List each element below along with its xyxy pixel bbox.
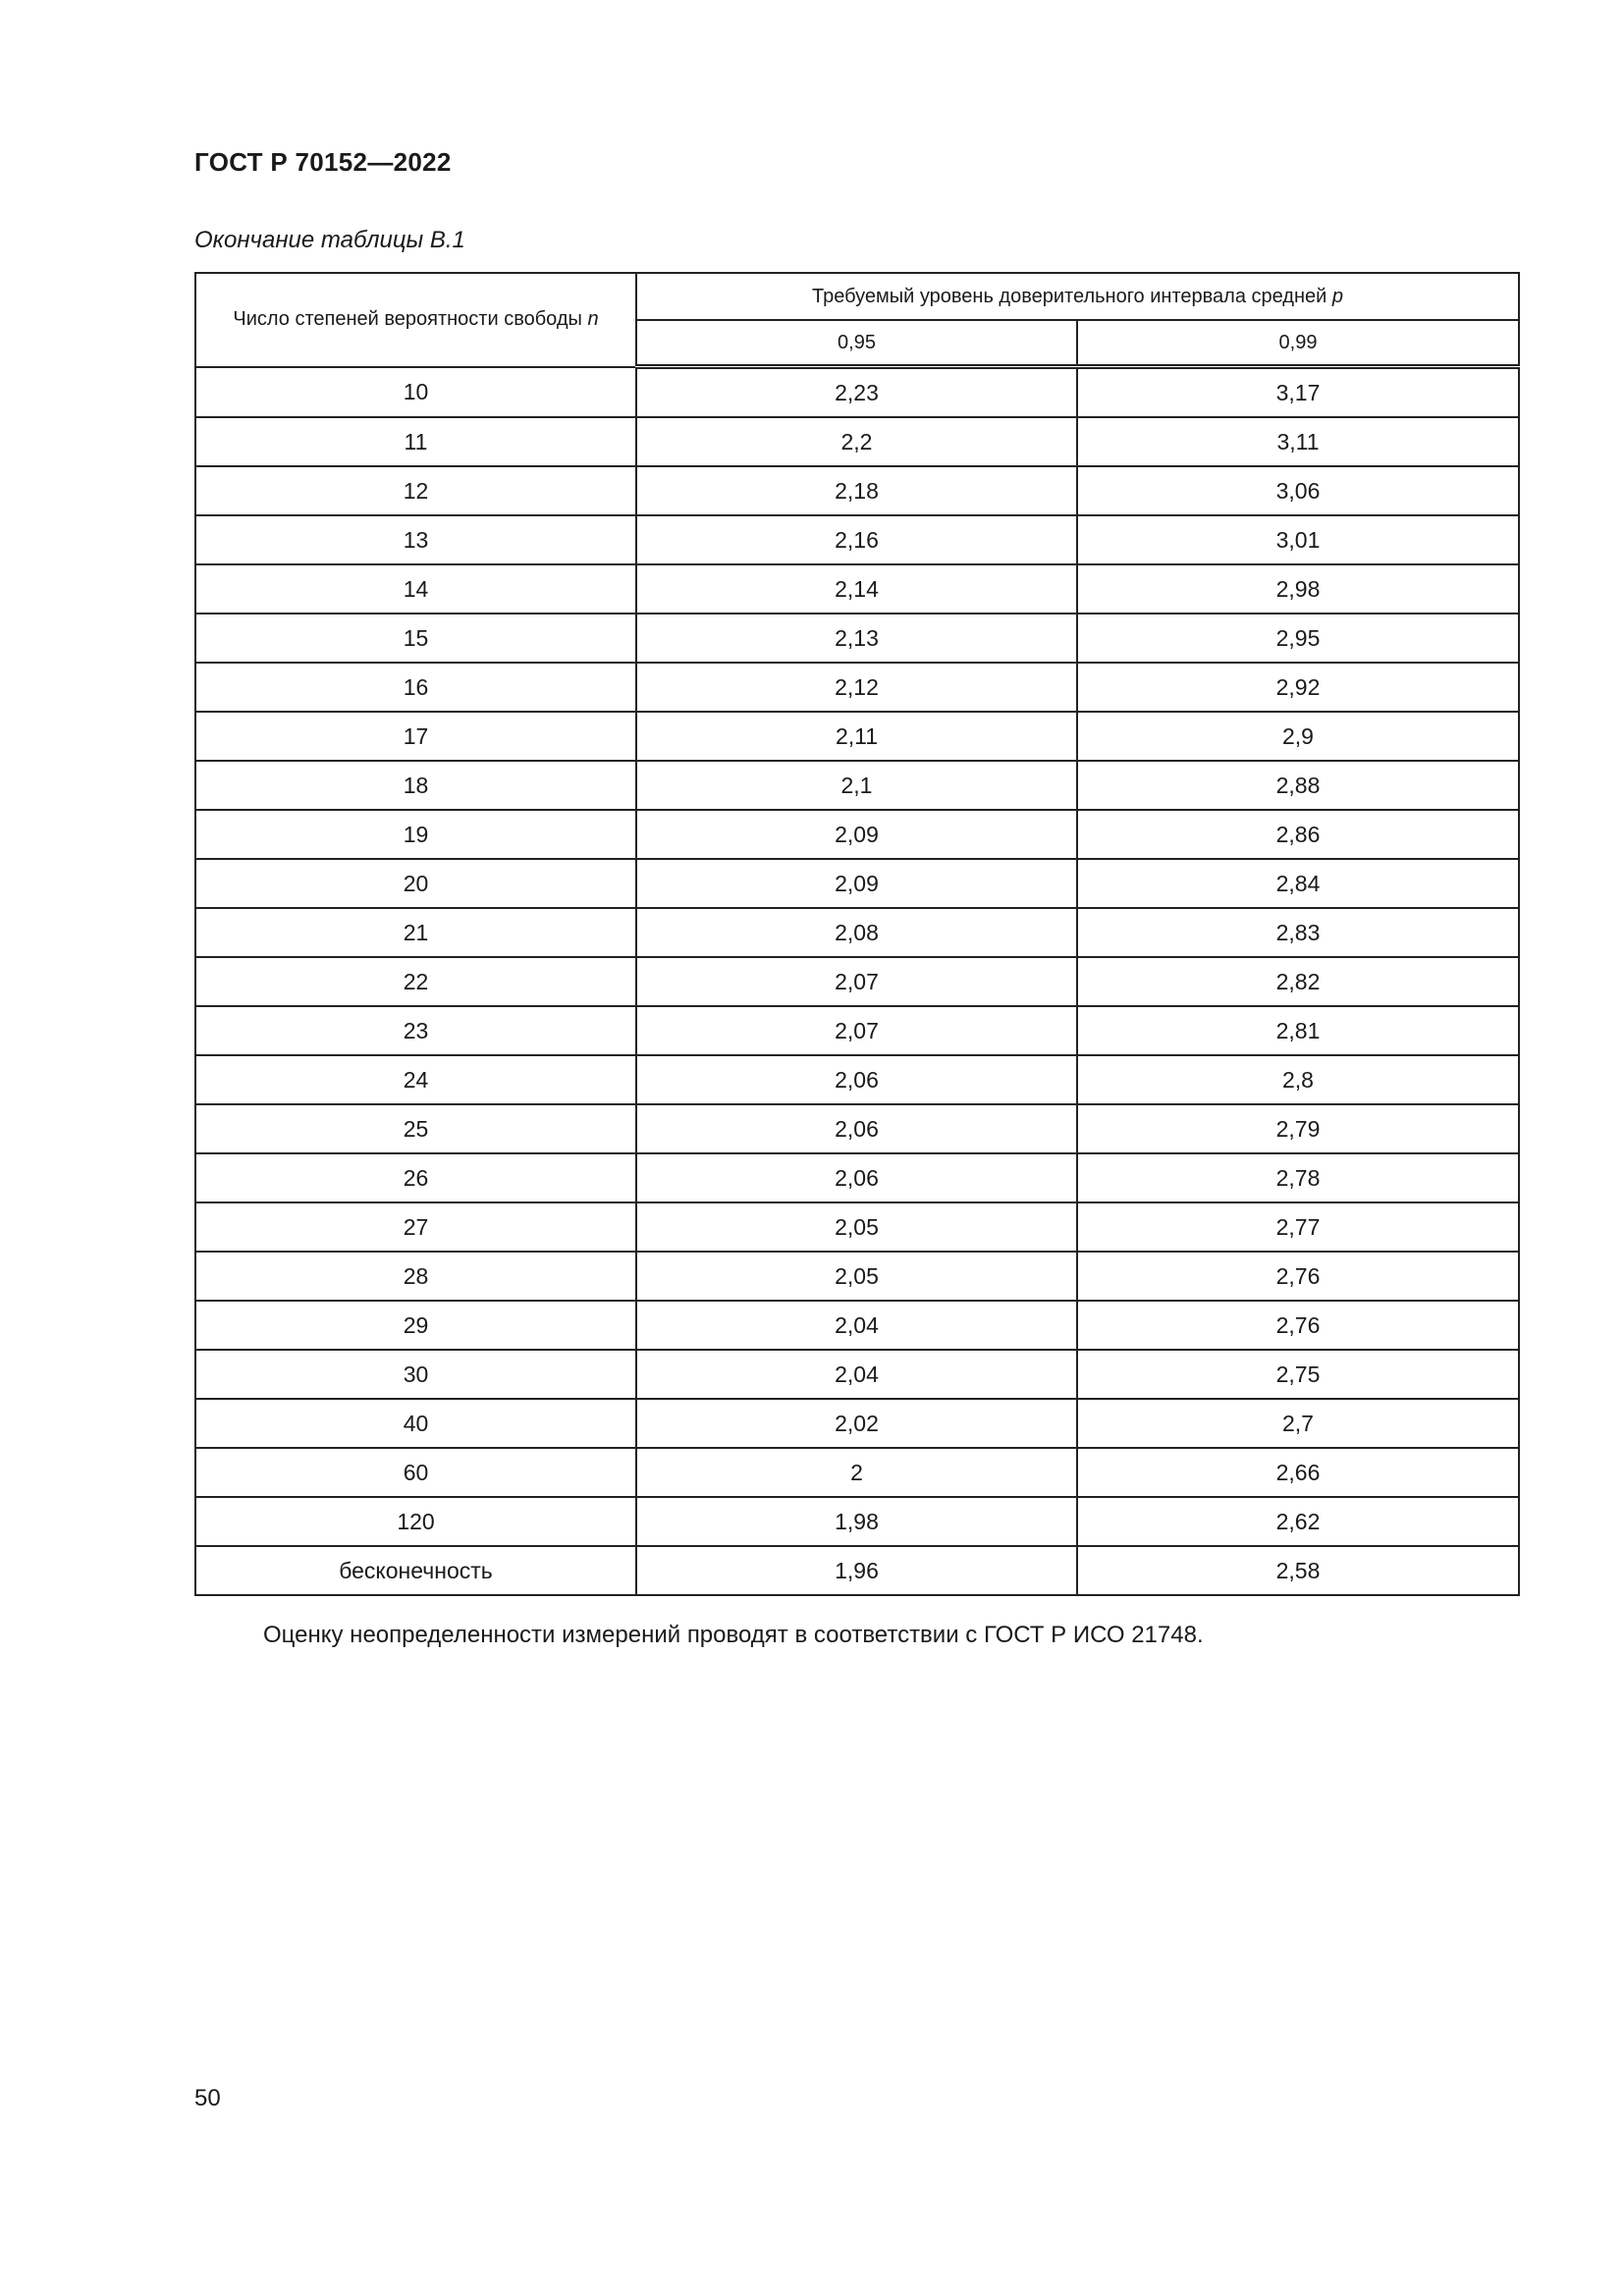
table-row — [195, 417, 1519, 466]
table-row — [195, 810, 1519, 859]
cell-value-095: 2,23 — [636, 367, 1077, 418]
cell-value-099: 2,81 — [1077, 1006, 1519, 1055]
cell-degrees-of-freedom: 30 — [195, 1350, 636, 1399]
column-header-099: 0,99 — [1077, 320, 1519, 367]
cell-value-099: 2,76 — [1077, 1252, 1519, 1301]
cell-value-095: 2,02 — [636, 1399, 1077, 1448]
cell-value-095: 2,09 — [636, 810, 1077, 859]
cell-degrees-of-freedom: 28 — [195, 1252, 636, 1301]
cell-value-099: 2,76 — [1077, 1301, 1519, 1350]
table-row — [195, 515, 1519, 564]
column-header-degrees-of-freedom — [195, 273, 636, 367]
table-row — [195, 1350, 1519, 1399]
cell-value-095: 2,12 — [636, 663, 1077, 712]
cell-value-095: 2,07 — [636, 957, 1077, 1006]
cell-degrees-of-freedom: 17 — [195, 712, 636, 761]
table-row — [195, 957, 1519, 1006]
cell-value-095: 2,06 — [636, 1153, 1077, 1202]
cell-value-095: 2,18 — [636, 466, 1077, 515]
column-header-095: 0,95 — [636, 320, 1077, 367]
cell-value-099: 2,62 — [1077, 1497, 1519, 1546]
table-row — [195, 564, 1519, 614]
table-body — [195, 367, 1519, 1596]
cell-value-095: 2,1 — [636, 761, 1077, 810]
cell-value-099: 2,8 — [1077, 1055, 1519, 1104]
table-row — [195, 1399, 1519, 1448]
cell-value-095: 2,13 — [636, 614, 1077, 663]
cell-value-099: 3,11 — [1077, 417, 1519, 466]
table-row — [195, 1301, 1519, 1350]
cell-degrees-of-freedom: 12 — [195, 466, 636, 515]
table-row — [195, 1153, 1519, 1202]
table-row — [195, 1448, 1519, 1497]
cell-degrees-of-freedom: 15 — [195, 614, 636, 663]
cell-value-099: 2,92 — [1077, 663, 1519, 712]
cell-value-095: 2,2 — [636, 417, 1077, 466]
table-row — [195, 1055, 1519, 1104]
cell-degrees-of-freedom: 10 — [195, 367, 636, 418]
cell-degrees-of-freedom: 60 — [195, 1448, 636, 1497]
cell-degrees-of-freedom: 40 — [195, 1399, 636, 1448]
cell-value-099: 2,9 — [1077, 712, 1519, 761]
cell-value-099: 3,17 — [1077, 367, 1519, 418]
table-row — [195, 1006, 1519, 1055]
table-row — [195, 1252, 1519, 1301]
table-row — [195, 859, 1519, 908]
cell-degrees-of-freedom: 20 — [195, 859, 636, 908]
cell-value-099: 2,58 — [1077, 1546, 1519, 1595]
cell-degrees-of-freedom: 22 — [195, 957, 636, 1006]
table-row — [195, 712, 1519, 761]
group-header-variable: p — [1331, 285, 1344, 307]
cell-value-099: 2,82 — [1077, 957, 1519, 1006]
cell-value-095: 2,04 — [636, 1301, 1077, 1350]
cell-degrees-of-freedom: 23 — [195, 1006, 636, 1055]
cell-value-095: 2,04 — [636, 1350, 1077, 1399]
cell-value-099: 2,7 — [1077, 1399, 1519, 1448]
data-table — [194, 272, 1520, 1596]
cell-degrees-of-freedom: 25 — [195, 1104, 636, 1153]
table-caption: Окончание таблицы В.1 — [194, 227, 465, 253]
cell-value-099: 2,79 — [1077, 1104, 1519, 1153]
cell-degrees-of-freedom: 13 — [195, 515, 636, 564]
cell-value-095: 2,07 — [636, 1006, 1077, 1055]
cell-value-099: 2,84 — [1077, 859, 1519, 908]
cell-value-095: 2,05 — [636, 1202, 1077, 1252]
document-code: ГОСТ Р 70152—2022 — [194, 147, 452, 177]
page-number: 50 — [194, 2085, 221, 2111]
cell-value-095: 2,14 — [636, 564, 1077, 614]
cell-value-099: 2,66 — [1077, 1448, 1519, 1497]
column-group-header-confidence-level — [636, 273, 1519, 320]
table-row — [195, 1497, 1519, 1546]
cell-degrees-of-freedom: 11 — [195, 417, 636, 466]
cell-value-095: 2,05 — [636, 1252, 1077, 1301]
table-row — [195, 908, 1519, 957]
note-text: Оценку неопределенности измерений проводят в соответствии с ГОСТ Р ИСО 21748. — [263, 1622, 1204, 1648]
cell-value-099: 2,88 — [1077, 761, 1519, 810]
cell-degrees-of-freedom: 120 — [195, 1497, 636, 1546]
cell-value-095: 2,09 — [636, 859, 1077, 908]
table-row — [195, 466, 1519, 515]
cell-value-099: 2,83 — [1077, 908, 1519, 957]
cell-value-095: 1,98 — [636, 1497, 1077, 1546]
cell-value-099: 3,06 — [1077, 466, 1519, 515]
cell-value-099: 2,95 — [1077, 614, 1519, 663]
cell-degrees-of-freedom: 19 — [195, 810, 636, 859]
cell-value-095: 2,11 — [636, 712, 1077, 761]
cell-value-095: 2,06 — [636, 1055, 1077, 1104]
cell-degrees-of-freedom: 21 — [195, 908, 636, 957]
cell-degrees-of-freedom: 18 — [195, 761, 636, 810]
cell-degrees-of-freedom: 14 — [195, 564, 636, 614]
cell-degrees-of-freedom: 29 — [195, 1301, 636, 1350]
table-row — [195, 761, 1519, 810]
cell-value-099: 2,86 — [1077, 810, 1519, 859]
cell-value-095: 2 — [636, 1448, 1077, 1497]
cell-degrees-of-freedom: 26 — [195, 1153, 636, 1202]
cell-degrees-of-freedom: 27 — [195, 1202, 636, 1252]
column-header-variable: n — [587, 308, 599, 331]
table-row — [195, 1104, 1519, 1153]
column-header-text: Число степеней вероятности свободы — [233, 308, 582, 331]
cell-degrees-of-freedom: бесконечность — [195, 1546, 636, 1595]
cell-value-095: 1,96 — [636, 1546, 1077, 1595]
table-row — [195, 663, 1519, 712]
table-row — [195, 367, 1519, 418]
cell-value-095: 2,06 — [636, 1104, 1077, 1153]
cell-value-099: 2,75 — [1077, 1350, 1519, 1399]
table-row — [195, 1202, 1519, 1252]
cell-value-099: 2,78 — [1077, 1153, 1519, 1202]
cell-value-095: 2,08 — [636, 908, 1077, 957]
table-row — [195, 1546, 1519, 1595]
cell-degrees-of-freedom: 24 — [195, 1055, 636, 1104]
cell-value-095: 2,16 — [636, 515, 1077, 564]
cell-value-099: 2,77 — [1077, 1202, 1519, 1252]
cell-degrees-of-freedom: 16 — [195, 663, 636, 712]
table-row — [195, 614, 1519, 663]
cell-value-099: 3,01 — [1077, 515, 1519, 564]
cell-value-099: 2,98 — [1077, 564, 1519, 614]
group-header-text: Требуемый уровень доверительного интервала средней — [811, 285, 1327, 307]
